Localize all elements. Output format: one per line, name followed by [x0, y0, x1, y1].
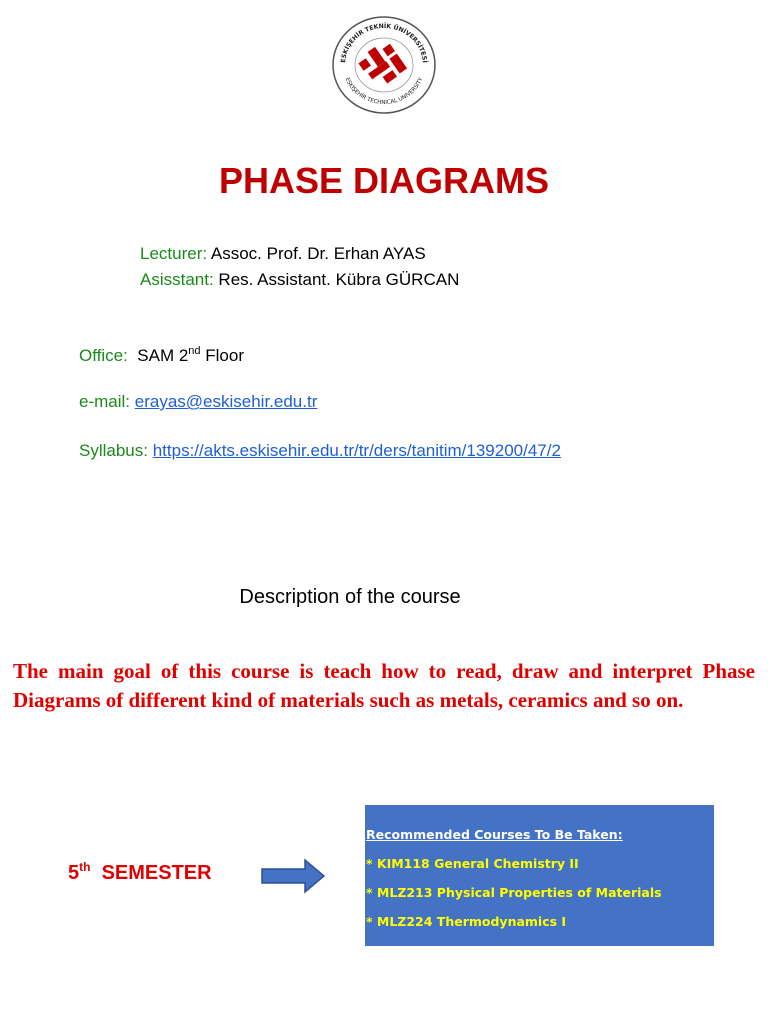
assistant-label: Asisstant:	[140, 270, 214, 289]
list-item: * MLZ224 Thermodynamics I	[366, 914, 567, 929]
lecturer-label: Lecturer:	[140, 244, 208, 263]
list-item: * MLZ213 Physical Properties of Materials	[366, 885, 662, 900]
email-link[interactable]: erayas@eskisehir.edu.tr	[134, 392, 318, 411]
lecturer-line	[140, 243, 426, 265]
description-heading: Description of the course	[239, 586, 461, 608]
office-label: Office:	[79, 346, 128, 365]
syllabus-line	[79, 440, 561, 462]
page-title: PHASE DIAGRAMS	[218, 160, 550, 201]
email-line	[79, 391, 317, 413]
office-line	[79, 345, 244, 367]
recommended-courses-list	[366, 855, 714, 931]
email-label: e-mail:	[79, 392, 131, 411]
lecturer-name: Assoc. Prof. Dr. Erhan AYAS	[207, 244, 426, 263]
list-item: * KIM118 General Chemistry II	[366, 856, 579, 871]
recommended-courses-title: Recommended Courses To Be Taken:	[366, 827, 623, 842]
semester-label: 5th SEMESTER	[68, 860, 212, 884]
syllabus-label: Syllabus:	[79, 441, 148, 460]
course-goal-text: The main goal of this course is teach how to read, draw and interpret Phase Diagrams of different kind of materials such as metals, ceramics and so on.	[13, 659, 755, 712]
assistant-name: Res. Assistant. Kübra GÜRCAN	[213, 270, 460, 289]
right-arrow-icon	[261, 858, 325, 894]
office-value: SAM 2nd Floor	[127, 345, 245, 365]
university-logo	[331, 15, 437, 115]
assistant-line	[140, 269, 459, 291]
recommended-courses-box	[365, 805, 714, 946]
svg-text:ESKİŞEHİR TEKNİK ÜNİVERSİTESİ: ESKİŞEHİR TEKNİK ÜNİVERSİTESİ	[340, 22, 428, 64]
syllabus-link[interactable]: https://akts.eskisehir.edu.tr/tr/ders/tanitim/139200/47/2	[152, 441, 561, 460]
svg-text:ESKİŞEHİR TECHNICAL UNIVERSITY: ESKİŞEHİR TECHNICAL UNIVERSITY	[343, 76, 425, 107]
